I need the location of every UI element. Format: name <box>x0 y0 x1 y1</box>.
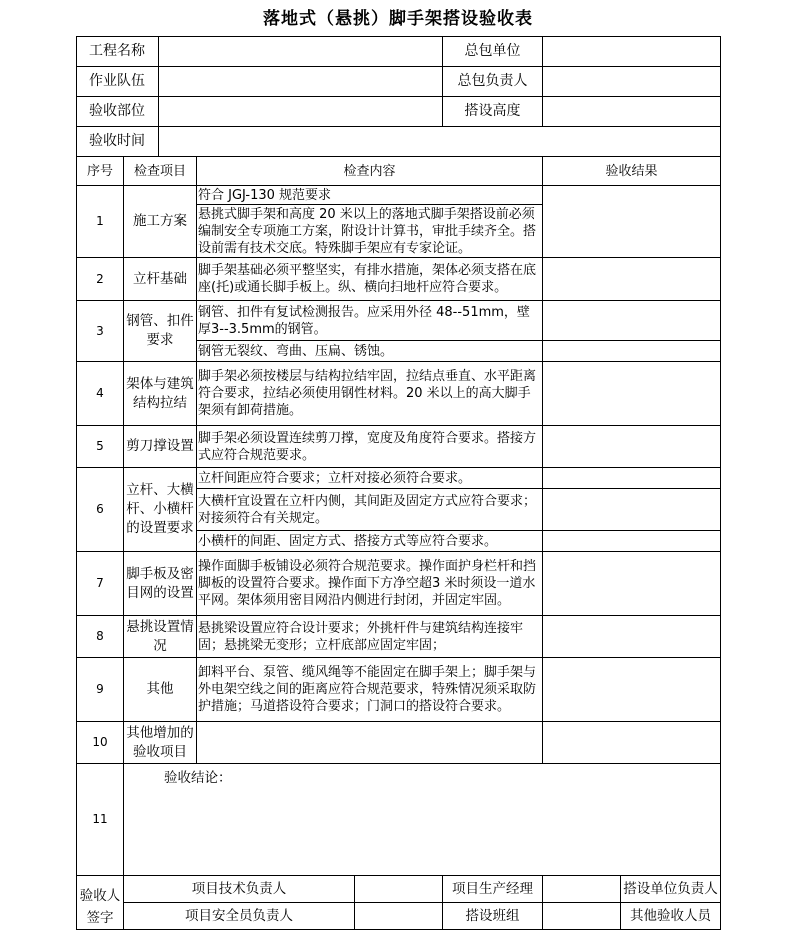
contractor-manager-label: 总包负责人 <box>443 67 543 97</box>
row-number: 5 <box>77 426 124 468</box>
inspection-table <box>76 36 721 930</box>
other-inspectors-label: 其他验收人员 <box>621 903 721 930</box>
erection-height-field[interactable] <box>543 97 721 127</box>
check-item: 钢管、扣件要求 <box>124 301 197 362</box>
result-field[interactable] <box>543 426 721 468</box>
result-field[interactable] <box>543 341 721 362</box>
safety-lead-signature[interactable] <box>355 903 443 930</box>
tech-lead-label: 项目技术负责人 <box>124 876 355 903</box>
row-number: 1 <box>77 186 124 258</box>
row-number: 2 <box>77 258 124 301</box>
check-item: 架体与建筑结构拉结 <box>124 362 197 426</box>
inspection-part-label: 验收部位 <box>77 97 159 127</box>
check-content: 脚手架必须设置连续剪刀撑，宽度及角度符合要求。搭接方式应符合规范要求。 <box>197 426 543 468</box>
check-content: 悬挑梁设置应符合设计要求；外挑杆件与建筑结构连接牢固；悬挑梁无变形；立杆底部应固定牢固； <box>197 616 543 658</box>
check-item: 其他 <box>124 658 197 722</box>
result-field[interactable] <box>543 362 721 426</box>
result-field[interactable] <box>543 722 721 764</box>
row-number: 4 <box>77 362 124 426</box>
result-field[interactable] <box>543 658 721 722</box>
check-content: 操作面脚手板铺设必须符合规范要求。操作面护身栏杆和挡脚板的设置符合要求。操作面下方净空超3 米时须设一道水平网。架体须用密目网沿内侧进行封闭，并固定牢固。 <box>197 552 543 616</box>
check-content: 钢管无裂纹、弯曲、压扁、锈蚀。 <box>197 341 543 362</box>
check-content: 悬挑式脚手架和高度 20 米以上的落地式脚手架搭设前必须编制安全专项施工方案，附设计计算书，审批手续齐全。搭设前需有技术交底。特殊脚手架应有专家论证。 <box>197 205 543 258</box>
general-contractor-field[interactable] <box>543 37 721 67</box>
check-content: 符合 JGJ-130 规范要求 <box>197 186 543 205</box>
check-item: 立杆、大横杆、小横杆的设置要求 <box>124 468 197 552</box>
contractor-manager-field[interactable] <box>543 67 721 97</box>
check-item: 悬挑设置情况 <box>124 616 197 658</box>
inspection-part-field[interactable] <box>159 97 443 127</box>
row-number: 8 <box>77 616 124 658</box>
production-manager-signature[interactable] <box>543 876 621 903</box>
check-content: 脚手架必须按楼层与结构拉结牢固，拉结点垂直、水平距离符合要求，拉结必须使用钢性材料。20 米以上的高大脚手架须有卸荷措施。 <box>197 362 543 426</box>
check-item: 施工方案 <box>124 186 197 258</box>
project-name-field[interactable] <box>159 37 443 67</box>
team-label: 作业队伍 <box>77 67 159 97</box>
row-number: 7 <box>77 552 124 616</box>
erection-team-label: 搭设班组 <box>443 903 543 930</box>
result-field[interactable] <box>543 552 721 616</box>
check-content: 大横杆宜设置在立杆内侧，其间距及固定方式应符合要求；对接须符合有关规定。 <box>197 489 543 531</box>
result-field[interactable] <box>543 258 721 301</box>
result-field[interactable] <box>543 531 721 552</box>
conclusion-field[interactable]: 验收结论： <box>124 764 721 876</box>
general-contractor-label: 总包单位 <box>443 37 543 67</box>
check-content <box>197 722 543 764</box>
erection-height-label: 搭设高度 <box>443 97 543 127</box>
team-field[interactable] <box>159 67 443 97</box>
check-item: 立杆基础 <box>124 258 197 301</box>
check-content: 立杆间距应符合要求；立杆对接必须符合要求。 <box>197 468 543 489</box>
row-number: 3 <box>77 301 124 362</box>
check-item: 剪刀撑设置 <box>124 426 197 468</box>
project-name-label: 工程名称 <box>77 37 159 67</box>
col-item-header: 检查项目 <box>124 157 197 186</box>
result-field[interactable] <box>543 301 721 341</box>
row-number: 11 <box>77 764 124 876</box>
tech-lead-signature[interactable] <box>355 876 443 903</box>
result-field[interactable] <box>543 489 721 531</box>
erection-unit-lead-label: 搭设单位负责人 <box>621 876 721 903</box>
safety-lead-label: 项目安全员负责人 <box>124 903 355 930</box>
check-item: 脚手板及密目网的设置 <box>124 552 197 616</box>
result-field[interactable] <box>543 468 721 489</box>
check-content: 脚手架基础必须平整坚实，有排水措施，架体必须支搭在底座(托)或通长脚手板上。纵、横向扫地杆应符合要求。 <box>197 258 543 301</box>
check-content: 小横杆的间距、固定方式、搭接方式等应符合要求。 <box>197 531 543 552</box>
col-result-header: 验收结果 <box>543 157 721 186</box>
col-seq-header: 序号 <box>77 157 124 186</box>
col-content-header: 检查内容 <box>197 157 543 186</box>
check-content: 钢管、扣件有复试检测报告。应采用外径 48--51mm，壁厚3--3.5mm的钢管。 <box>197 301 543 341</box>
result-field[interactable] <box>543 616 721 658</box>
row-number: 9 <box>77 658 124 722</box>
inspection-time-field[interactable] <box>159 127 721 157</box>
result-field[interactable] <box>543 186 721 258</box>
signature-label: 验收人签字 <box>77 876 124 930</box>
production-manager-label: 项目生产经理 <box>443 876 543 903</box>
check-content: 卸料平台、泵管、缆风绳等不能固定在脚手架上；脚手架与外电架空线之间的距离应符合规范要求，特殊情况须采取防护措施；马道搭设符合要求；门洞口的搭设符合要求。 <box>197 658 543 722</box>
row-number: 6 <box>77 468 124 552</box>
page-title: 落地式（悬挑）脚手架搭设验收表 <box>263 9 533 29</box>
inspection-time-label: 验收时间 <box>77 127 159 157</box>
row-number: 10 <box>77 722 124 764</box>
check-item: 其他增加的验收项目 <box>124 722 197 764</box>
erection-team-signature[interactable] <box>543 903 621 930</box>
